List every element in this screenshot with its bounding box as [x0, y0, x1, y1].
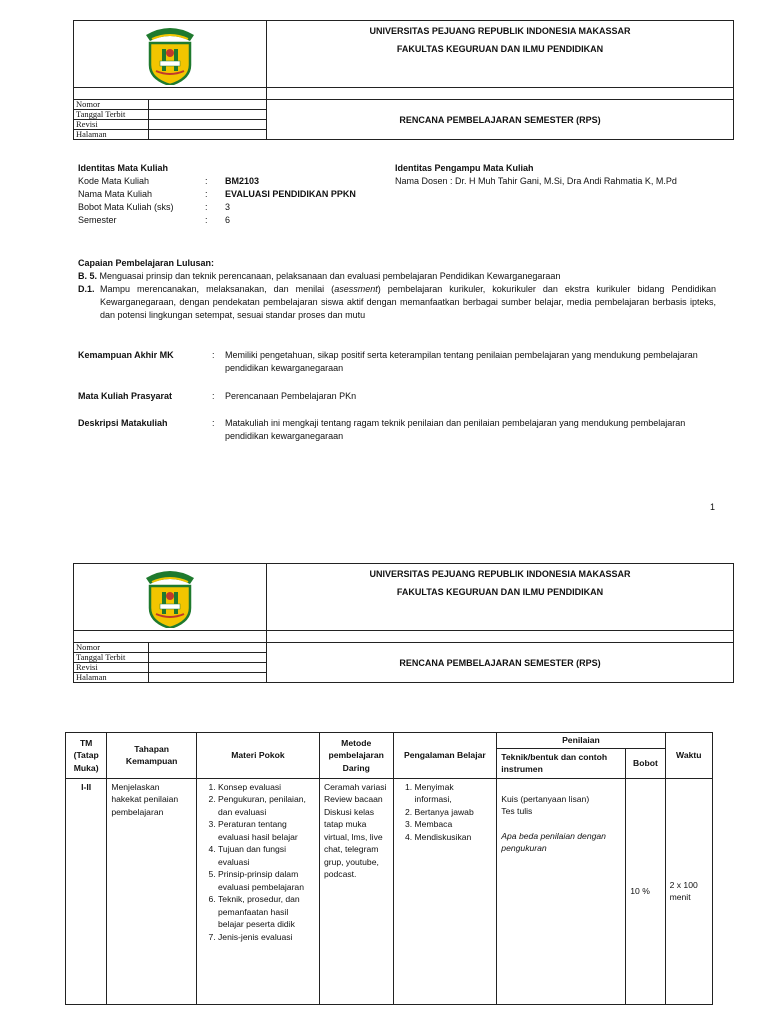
- course-identity-heading: Identitas Mata Kuliah: [78, 163, 169, 173]
- cell-metode: Ceramah variasi Review bacaan Diskusi kelas tatap muka virtual, lms, live chat, telegram grup, youtube, podcast.: [319, 778, 393, 1004]
- lecturer-heading: Identitas Pengampu Mata Kuliah: [395, 163, 534, 173]
- sep: :: [205, 202, 208, 212]
- table-row: [66, 778, 713, 1004]
- materi-item: 1. Konsep evaluasi: [218, 781, 315, 794]
- page-number: 1: [710, 502, 716, 512]
- meta-label-nomor: Nomor: [74, 100, 149, 110]
- faculty-name: FAKULTAS KEGURUAN DAN ILMU PENDIDIKAN: [396, 44, 604, 54]
- section-label: Kemampuan Akhir MK: [78, 350, 174, 360]
- sep: :: [205, 215, 208, 225]
- meta-label-nomor: Nomor: [74, 643, 149, 653]
- meta-label-halaman: Halaman: [74, 130, 149, 140]
- section-deskripsi: [78, 417, 718, 443]
- section-label: Deskripsi Matakuliah: [78, 418, 168, 428]
- cpl-d1-text-b: ) pembelajaran kurikuler, kokurikuler dan ekstra kurikuler bidang Pendidikan Kewarganegaraan, dengan pendekatan pembelajaran siswa aktif dengan memanfaatkan berbagai sumber belajar, media pembelajaran berbasis ipteks, dan potensi lingkungan setempat, sesuai standar proses dan mutu: [100, 284, 716, 320]
- section-text: Matakuliah ini mengkaji tentang ragam teknik penilaian dan penilaian pembelajaran yang mendukung pembelajaran pendidikan kewarganegaraan: [225, 418, 686, 441]
- materi-item: 4. Tujuan dan fungsi evaluasi: [218, 843, 315, 868]
- cpl-b5-code: B. 5.: [78, 271, 98, 281]
- faculty-name: FAKULTAS KEGURUAN DAN ILMU PENDIDIKAN: [396, 587, 604, 597]
- meta-label-revisi: Revisi: [74, 663, 149, 673]
- section-text: Memiliki pengetahuan, sikap positif serta keterampilan tentang penilaian pembelajaran yang mendukung pembelajaran pendidikan kewarganegaraan: [225, 350, 698, 373]
- university-name: UNIVERSITAS PEJUANG REPUBLIK INDONESIA MAKASSAR: [369, 569, 631, 579]
- section-sep: :: [212, 418, 215, 428]
- th-tahapan: Tahapan Kemampuan: [107, 733, 197, 779]
- th-pengalaman: Pengalaman Belajar: [393, 733, 497, 779]
- sep: :: [205, 189, 208, 199]
- rps-table: [65, 732, 713, 1005]
- course-sks-label: Bobot Mata Kuliah (sks): [78, 202, 174, 212]
- cell-bobot: 10 %: [626, 778, 665, 1004]
- cell-materi: [197, 778, 320, 1004]
- page1-header: [73, 20, 734, 140]
- university-name: UNIVERSITAS PEJUANG REPUBLIK INDONESIA MAKASSAR: [369, 26, 631, 36]
- th-materi: Materi Pokok: [197, 733, 320, 779]
- section-label: Mata Kuliah Prasyarat: [78, 391, 173, 401]
- teknik-line: Tes tulis: [501, 806, 533, 816]
- cell-tm: I-II: [66, 778, 107, 1004]
- cpl-b5: [78, 270, 716, 283]
- cell-pengalaman: [393, 778, 497, 1004]
- meta-label-revisi: Revisi: [74, 120, 149, 130]
- pengalaman-item: 3. Membaca: [415, 818, 493, 831]
- pengalaman-item: 2. Bertanya jawab: [415, 806, 493, 819]
- course-code-value: BM2103: [225, 176, 260, 186]
- cpl-d1: [78, 283, 716, 322]
- cpl-d1-code: D.1.: [78, 284, 95, 294]
- sep: :: [205, 176, 208, 186]
- th-bobot: Bobot: [626, 748, 665, 778]
- materi-item: 3. Peraturan tentang evaluasi hasil belajar: [218, 818, 315, 843]
- th-penilaian: Penilaian: [497, 733, 665, 749]
- course-name-value: EVALUASI PENDIDIKAN PPKN: [225, 189, 356, 199]
- doc-title: RENCANA PEMBELAJARAN SEMESTER (RPS): [267, 643, 734, 683]
- course-name-label: Nama Mata Kuliah: [78, 189, 153, 199]
- section-sep: :: [212, 391, 215, 401]
- logo-cell: [74, 21, 267, 88]
- course-semester-label: Semester: [78, 215, 117, 225]
- cpl-heading: Capaian Pembelajaran Lulusan:: [78, 258, 215, 268]
- university-logo-icon: [140, 21, 200, 85]
- course-semester-value: 6: [225, 215, 231, 225]
- cpl-b5-text: Menguasai prinsip dan teknik perencanaan, pelaksanaan dan evaluasi pembelajaran Pendidikan Kewarganegaraan: [99, 271, 561, 281]
- university-logo-icon: [140, 564, 200, 628]
- section-prasyarat: [78, 390, 718, 403]
- th-metode: Metode pembelajaran Daring: [319, 733, 393, 779]
- th-tm: TM (Tatap Muka): [66, 733, 107, 779]
- section-kemampuan: [78, 349, 718, 375]
- th-waktu: Waktu: [665, 733, 712, 779]
- page2-header: [73, 563, 734, 683]
- cell-tahapan: Menjelaskan hakekat penilaian pembelajaran: [107, 778, 197, 1004]
- section-text: Perencanaan Pembelajaran PKn: [225, 391, 357, 401]
- course-code-label: Kode Mata Kuliah: [78, 176, 150, 186]
- materi-item: 5. Prinsip-prinsip dalam evaluasi pembelajaran: [218, 868, 315, 893]
- logo-cell: [74, 564, 267, 631]
- materi-item: 7. Jenis-jenis evaluasi: [218, 931, 315, 944]
- doc-title: RENCANA PEMBELAJARAN SEMESTER (RPS): [267, 100, 734, 140]
- meta-label-tanggal: Tanggal Terbit: [74, 110, 149, 120]
- cpl-d1-text-a: Mampu merencanakan, melaksanakan, dan menilai (: [100, 284, 335, 294]
- th-teknik: Teknik/bentuk dan contoh instrumen: [497, 748, 626, 778]
- materi-item: 2. Pengukuran, penilaian, dan evaluasi: [218, 793, 315, 818]
- course-sks-value: 3: [225, 202, 231, 212]
- cpl-d1-italic: asessment: [334, 284, 378, 294]
- lecturer-names: Nama Dosen : Dr. H Muh Tahir Gani, M.Si, Dra Andi Rahmatia K, M.Pd: [395, 176, 677, 186]
- materi-item: 6. Teknik, prosedur, dan pemanfaatan hasil belajar peserta didik: [218, 893, 315, 931]
- teknik-italic: Apa beda penilaian dengan pengukuran: [501, 830, 606, 853]
- pengalaman-item: 1. Menyimak informasi,: [415, 781, 493, 806]
- course-identity-table: [78, 175, 356, 227]
- section-sep: :: [212, 350, 215, 360]
- meta-label-tanggal: Tanggal Terbit: [74, 653, 149, 663]
- teknik-line: Kuis (pertanyaan lisan): [501, 793, 590, 804]
- pengalaman-item: 4. Mendiskusikan: [415, 831, 493, 844]
- cell-teknik: [497, 778, 626, 1004]
- cell-waktu: 2 x 100 menit: [665, 778, 712, 1004]
- meta-label-halaman: Halaman: [74, 673, 149, 683]
